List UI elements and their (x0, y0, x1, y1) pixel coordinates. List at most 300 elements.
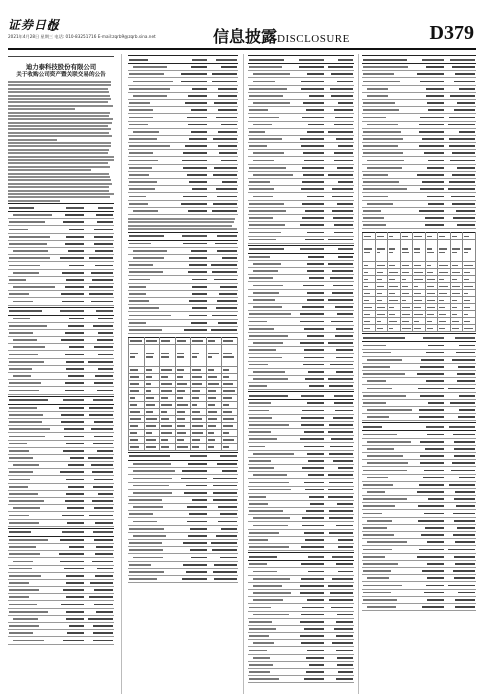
table-row (248, 368, 354, 375)
row-label-cell (128, 262, 179, 269)
row-label-cell (8, 505, 57, 512)
table-row (8, 551, 114, 558)
value-cell (325, 661, 354, 668)
value-cell (85, 240, 114, 247)
matrix-cell (191, 401, 207, 408)
financial-table (128, 55, 238, 215)
value-cell (297, 347, 326, 354)
value-cell (179, 179, 209, 186)
table-row (362, 567, 476, 574)
matrix-cell (413, 276, 426, 283)
table-row (362, 56, 476, 64)
matrix-cell (450, 233, 463, 240)
row-label-cell (248, 282, 297, 289)
table-row (128, 554, 238, 561)
table-row (128, 518, 238, 525)
financial-table (248, 391, 354, 551)
value-cell (85, 411, 114, 418)
table-row (248, 171, 354, 178)
row-label-cell (248, 375, 297, 382)
value-cell (85, 594, 114, 601)
table-row (248, 325, 354, 332)
value-cell (85, 637, 114, 644)
matrix-cell (425, 269, 438, 276)
table-row (362, 575, 476, 582)
table-row (128, 78, 238, 85)
value-cell (179, 269, 209, 276)
row-label-cell (362, 363, 414, 370)
table-row (248, 436, 354, 443)
row-label-cell (248, 383, 297, 390)
value-cell (325, 143, 354, 150)
table-row (248, 304, 354, 311)
value-cell (414, 445, 445, 452)
financial-table (128, 232, 238, 334)
table-row (362, 431, 476, 438)
value-cell (445, 78, 476, 85)
value-cell (325, 179, 354, 186)
table-row (362, 392, 476, 399)
table-row (362, 510, 476, 517)
table-row (362, 356, 476, 363)
matrix-cell (144, 344, 160, 366)
row-label-cell (8, 528, 57, 536)
table-row (8, 411, 114, 418)
row-label-cell (248, 347, 297, 354)
value-cell (325, 676, 354, 683)
matrix-cell (450, 262, 463, 269)
value-cell (179, 92, 209, 99)
matrix-cell (363, 297, 376, 304)
value-cell (179, 511, 209, 518)
value-cell (297, 536, 326, 543)
financial-table (362, 422, 476, 611)
text-line (8, 190, 109, 192)
value-cell (325, 107, 354, 114)
row-label-cell (248, 222, 297, 229)
row-label-cell (362, 64, 414, 71)
row-label-cell (248, 318, 297, 325)
value-cell (57, 594, 86, 601)
value-cell (414, 56, 445, 64)
value-cell (325, 245, 354, 253)
value-cell (445, 503, 476, 510)
table-row (248, 207, 354, 214)
matrix-cell (400, 276, 413, 283)
table-row (128, 269, 238, 276)
value-cell (445, 207, 476, 214)
value-cell (445, 64, 476, 71)
value-cell (179, 305, 209, 312)
table-row (248, 332, 354, 339)
value-cell (57, 462, 86, 469)
value-cell (414, 186, 445, 193)
value-cell (325, 164, 354, 171)
value-cell (325, 479, 354, 486)
matrix-cell (388, 283, 401, 290)
value-cell (325, 604, 354, 611)
row-label-cell (362, 150, 414, 157)
matrix-cell (175, 394, 191, 401)
matrix-cell (191, 429, 207, 436)
value-cell (85, 551, 114, 558)
table-row (128, 511, 238, 518)
row-label-cell (8, 387, 57, 394)
matrix-cell (144, 394, 160, 401)
matrix-cell (160, 415, 176, 422)
table-row (8, 615, 114, 622)
matrix-row (363, 269, 476, 276)
value-cell (297, 318, 326, 325)
table-row (248, 222, 354, 229)
table-row (128, 157, 238, 164)
table-row (8, 418, 114, 425)
row-label-cell (362, 532, 414, 539)
matrix-cell (144, 422, 160, 429)
value-cell (208, 298, 238, 305)
matrix-cell (206, 429, 222, 436)
row-label-cell (362, 200, 414, 207)
matrix-row (129, 436, 238, 443)
row-label-cell (8, 536, 57, 543)
value-cell (57, 579, 86, 586)
matrix-cell (206, 394, 222, 401)
value-cell (208, 482, 238, 489)
row-label-cell (248, 229, 297, 236)
table-row (8, 433, 114, 440)
value-cell (297, 392, 326, 400)
row-label-cell (362, 222, 414, 229)
value-cell (445, 392, 476, 399)
matrix-cell (425, 262, 438, 269)
row-label-cell (8, 498, 57, 505)
table-row (362, 349, 476, 356)
value-cell (85, 543, 114, 550)
table-row (248, 561, 354, 568)
row-label-cell (8, 543, 57, 550)
table-row (362, 121, 476, 128)
row-label-cell (362, 452, 414, 459)
matrix-cell (160, 401, 176, 408)
value-cell (85, 226, 114, 233)
value-cell (297, 260, 326, 267)
row-label-cell (8, 262, 57, 269)
matrix-row (363, 297, 476, 304)
value-cell (414, 171, 445, 178)
value-cell (297, 245, 326, 253)
row-label-cell (8, 329, 57, 336)
table-row (128, 276, 238, 283)
matrix-cell (413, 304, 426, 311)
table-row (248, 253, 354, 260)
matrix-row (363, 290, 476, 297)
value-cell (85, 519, 114, 526)
table-row (248, 589, 354, 596)
matrix-cell (425, 318, 438, 325)
value-cell (445, 378, 476, 385)
matrix-cell (129, 415, 145, 422)
row-label-cell (8, 608, 57, 615)
row-label-cell (248, 78, 297, 85)
value-cell (325, 236, 354, 243)
table-row (8, 462, 114, 469)
table-row (248, 544, 354, 551)
value-cell (179, 164, 209, 171)
matrix-cell (363, 290, 376, 297)
value-cell (325, 544, 354, 551)
matrix-cell (129, 408, 145, 415)
value-cell (297, 429, 326, 436)
table-row (8, 283, 114, 290)
value-cell (179, 64, 209, 71)
text-line (8, 162, 108, 164)
matrix-cell (438, 325, 451, 332)
table-row (248, 457, 354, 464)
text-line (8, 88, 108, 90)
value-cell (445, 114, 476, 121)
table-row (362, 582, 476, 589)
row-label-cell (8, 483, 57, 490)
matrix-cell (400, 262, 413, 269)
row-label-cell (8, 212, 57, 219)
value-cell (179, 78, 209, 85)
table-row (362, 71, 476, 78)
table-row (8, 630, 114, 637)
table-row (248, 347, 354, 354)
matrix-cell (160, 380, 176, 387)
table-row (248, 245, 354, 253)
table-row (128, 85, 238, 92)
table-row (248, 604, 354, 611)
value-cell (57, 262, 86, 269)
table-row (8, 572, 114, 579)
row-label-cell (8, 358, 57, 365)
value-cell (297, 143, 326, 150)
value-cell (445, 589, 476, 596)
value-cell (57, 365, 86, 372)
value-cell (208, 92, 238, 99)
row-label-cell (128, 532, 179, 539)
table-row (248, 450, 354, 457)
matrix-row (363, 311, 476, 318)
matrix-cell (129, 387, 145, 394)
value-cell (325, 150, 354, 157)
matrix-row (363, 318, 476, 325)
value-cell (414, 64, 445, 71)
table-row (248, 85, 354, 92)
table-row (8, 483, 114, 490)
value-cell (57, 373, 86, 380)
table-row (128, 305, 238, 312)
value-cell (414, 371, 445, 378)
row-label-cell (362, 517, 414, 524)
row-label-cell (248, 164, 297, 171)
value-cell (208, 186, 238, 193)
row-label-cell (128, 504, 179, 511)
row-label-cell (362, 546, 414, 553)
table-row (362, 135, 476, 142)
value-cell (208, 312, 238, 319)
value-cell (297, 128, 326, 135)
table-row (128, 247, 238, 254)
matrix-cell (363, 262, 376, 269)
value-cell (414, 157, 445, 164)
value-cell (325, 275, 354, 282)
column-3 (248, 54, 354, 694)
matrix-cell (206, 387, 222, 394)
row-label-cell (248, 457, 297, 464)
table-row (248, 414, 354, 421)
value-cell (297, 561, 326, 568)
matrix-cell (222, 401, 238, 408)
matrix-cell (413, 297, 426, 304)
value-cell (208, 240, 238, 247)
value-cell (297, 568, 326, 575)
value-cell (57, 601, 86, 608)
row-label-cell (128, 254, 179, 261)
row-label-cell (248, 604, 297, 611)
value-cell (297, 611, 326, 618)
row-label-cell (248, 529, 297, 536)
value-cell (85, 380, 114, 387)
table-row (8, 601, 114, 608)
value-cell (208, 157, 238, 164)
table-row (128, 460, 238, 467)
row-label-cell (362, 99, 414, 106)
value-cell (57, 505, 86, 512)
table-row (248, 633, 354, 640)
matrix-cell (463, 318, 476, 325)
table-row (128, 71, 238, 78)
matrix-cell (438, 283, 451, 290)
row-label-cell (362, 334, 414, 342)
value-cell (325, 354, 354, 361)
table-row (248, 268, 354, 275)
table-row (362, 532, 476, 539)
row-label-cell (8, 572, 57, 579)
value-cell (325, 589, 354, 596)
table-row (8, 387, 114, 394)
value-cell (179, 312, 209, 319)
matrix-cell (175, 443, 191, 450)
matrix-cell (160, 373, 176, 380)
table-row (128, 489, 238, 496)
value-cell (57, 329, 86, 336)
value-cell (325, 229, 354, 236)
value-cell (208, 71, 238, 78)
value-cell (325, 633, 354, 640)
matrix-row (129, 387, 238, 394)
table-row (8, 447, 114, 454)
value-cell (414, 474, 445, 481)
table-row (128, 262, 238, 269)
matrix-cell (438, 262, 451, 269)
matrix-cell (400, 240, 413, 262)
matrix-cell (425, 283, 438, 290)
value-cell (57, 248, 86, 255)
row-label-cell (362, 128, 414, 135)
value-cell (297, 472, 326, 479)
table-row (8, 358, 114, 365)
value-cell (414, 385, 445, 392)
matrix-row (129, 401, 238, 408)
matrix-cell (413, 269, 426, 276)
matrix-cell (175, 429, 191, 436)
value-cell (325, 207, 354, 214)
row-label-cell (8, 269, 57, 276)
value-cell (325, 654, 354, 661)
matrix-row (129, 443, 238, 450)
value-cell (85, 483, 114, 490)
value-cell (414, 517, 445, 524)
value-cell (325, 56, 354, 64)
value-cell (57, 490, 86, 497)
matrix-row (363, 276, 476, 283)
table-row (8, 380, 114, 387)
matrix-cell (160, 443, 176, 450)
matrix-cell (375, 276, 388, 283)
matrix-cell (375, 290, 388, 297)
value-cell (325, 253, 354, 260)
matrix-cell (438, 304, 451, 311)
row-label-cell (248, 325, 297, 332)
value-cell (57, 469, 86, 476)
matrix-row (363, 283, 476, 290)
value-cell (297, 311, 326, 318)
value-cell (297, 164, 326, 171)
row-label-cell (8, 365, 57, 372)
value-cell (208, 56, 238, 64)
table-row (248, 135, 354, 142)
table-row (362, 164, 476, 171)
value-cell (325, 339, 354, 346)
masthead (8, 20, 476, 48)
table-row (8, 262, 114, 269)
value-cell (179, 326, 209, 333)
row-label-cell (362, 488, 414, 495)
value-cell (85, 204, 114, 212)
table-row (128, 568, 238, 575)
row-label-cell (248, 597, 297, 604)
value-cell (414, 128, 445, 135)
row-label-cell (248, 553, 297, 561)
table-row (248, 647, 354, 654)
value-cell (445, 85, 476, 92)
value-cell (325, 347, 354, 354)
table-row (362, 114, 476, 121)
row-label-cell (8, 411, 57, 418)
row-label-cell (8, 469, 57, 476)
value-cell (57, 512, 86, 519)
text-line (8, 115, 109, 117)
value-cell (179, 232, 209, 240)
value-cell (325, 186, 354, 193)
value-cell (414, 207, 445, 214)
table-row (248, 121, 354, 128)
matrix-cell (375, 297, 388, 304)
matrix-row (129, 415, 238, 422)
table-row (362, 423, 476, 431)
value-cell (208, 64, 238, 71)
masthead-rule (8, 48, 476, 50)
row-label-cell (248, 640, 297, 647)
table-row (248, 654, 354, 661)
matrix-row (129, 429, 238, 436)
table-row (128, 135, 238, 142)
row-label-cell (128, 107, 179, 114)
value-cell (85, 528, 114, 536)
value-cell (445, 596, 476, 603)
